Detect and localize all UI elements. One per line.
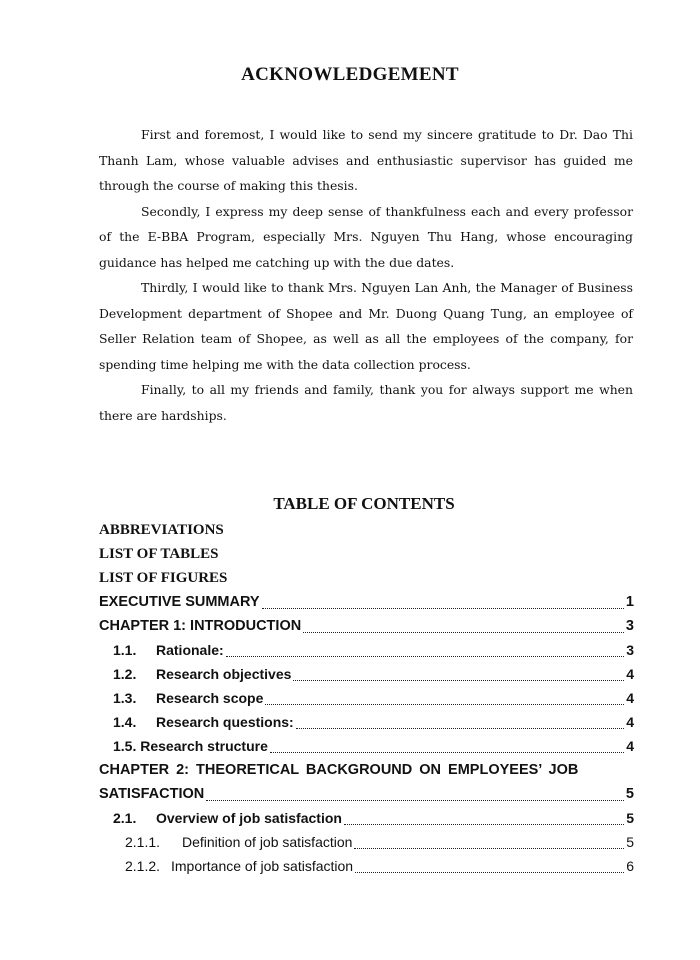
toc-page-number: 4 — [626, 714, 634, 730]
toc-entry-abbreviations[interactable] — [99, 518, 634, 542]
dot-leader — [354, 848, 624, 849]
toc-label: Research scope — [156, 690, 264, 706]
dot-leader — [303, 632, 624, 633]
toc-label: Importance of job satisfaction — [171, 858, 354, 874]
table-of-contents — [99, 518, 634, 878]
toc-page-number: 4 — [626, 690, 634, 706]
dot-leader — [296, 728, 624, 729]
toc-number: 2.1.2. — [125, 858, 161, 874]
ack-paragraph: Finally, to all my friends and family, thank you for always support me when there are hardships. — [99, 382, 633, 423]
toc-label: LIST OF TABLES — [99, 546, 219, 562]
toc-label: 1.5. Research structure — [113, 738, 268, 754]
toc-entry-1-1[interactable] — [99, 638, 634, 662]
toc-entry-1-5[interactable] — [99, 734, 634, 758]
toc-entry-1-2[interactable] — [99, 662, 634, 686]
toc-entry-list-of-figures[interactable] — [99, 566, 634, 590]
toc-title: TABLE OF CONTENTS — [273, 494, 455, 513]
dot-leader — [293, 680, 624, 681]
toc-page-number: 3 — [626, 642, 634, 658]
toc-number: 2.1.1. — [125, 834, 161, 850]
toc-number: 1.2. — [113, 666, 137, 682]
toc-entry-1-4[interactable] — [99, 710, 634, 734]
toc-page-number: 5 — [626, 834, 634, 850]
toc-label: SATISFACTION — [99, 786, 205, 802]
dot-leader — [226, 656, 625, 657]
toc-page-number: 5 — [625, 786, 634, 802]
toc-page-number: 4 — [626, 738, 634, 754]
toc-page-number: 5 — [626, 810, 634, 826]
dot-leader — [355, 872, 624, 873]
toc-page-number: 3 — [625, 618, 634, 634]
toc-entry-chapter-2-line1[interactable] — [99, 758, 634, 782]
toc-entry-2-1-2[interactable] — [99, 854, 634, 878]
toc-label: EXECUTIVE SUMMARY — [99, 594, 260, 610]
toc-label: Research objectives — [156, 666, 292, 682]
toc-label: Research questions: — [156, 714, 294, 730]
dot-leader — [206, 800, 624, 801]
toc-entry-chapter-1[interactable] — [99, 614, 634, 638]
toc-entry-list-of-tables[interactable] — [99, 542, 634, 566]
toc-entry-2-1[interactable] — [99, 806, 634, 830]
toc-number: 1.3. — [113, 690, 137, 706]
toc-entry-executive-summary[interactable] — [99, 590, 634, 614]
toc-page-number: 6 — [626, 858, 634, 874]
toc-label: CHAPTER 1: INTRODUCTION — [99, 618, 302, 634]
dot-leader — [270, 752, 624, 753]
toc-label: Definition of job satisfaction — [182, 834, 353, 850]
acknowledgement-title: ACKNOWLEDGEMENT — [241, 64, 459, 85]
toc-entry-1-3[interactable] — [99, 686, 634, 710]
dot-leader — [344, 824, 624, 825]
acknowledgement-body — [99, 122, 633, 428]
ack-paragraph: Secondly, I express my deep sense of thankfulness each and every professor of the E-BBA Program, especially Mrs. Nguyen Thu Hang, whose encouraging guidance has helped me catching up with the due dates. — [99, 203, 633, 270]
toc-number: 2.1. — [113, 810, 137, 826]
dot-leader — [265, 704, 624, 705]
toc-label: Rationale: — [156, 642, 224, 658]
toc-number: 1.1. — [113, 642, 137, 658]
toc-label: ABBREVIATIONS — [99, 522, 224, 538]
toc-page-number: 4 — [626, 666, 634, 682]
toc-entry-2-1-1[interactable] — [99, 830, 634, 854]
toc-label: Overview of job satisfaction — [156, 810, 342, 826]
toc-label: CHAPTER 2: THEORETICAL BACKGROUND ON EMPLOYEES’ JOB — [99, 762, 579, 778]
toc-number: 1.4. — [113, 714, 137, 730]
dot-leader — [262, 608, 624, 609]
ack-paragraph: First and foremost, I would like to send my sincere gratitude to Dr. Dao Thi Thanh Lam, whose valuable advises and enthusiastic supervisor has guided me through the course of making this thesis. — [99, 127, 633, 193]
toc-entry-chapter-2[interactable] — [99, 782, 634, 806]
toc-page-number: 1 — [625, 594, 634, 610]
ack-paragraph: Thirdly, I would like to thank Mrs. Nguyen Lan Anh, the Manager of Business Development department of Shopee and Mr. Duong Quang Tung, an employee of Seller Relation team of Shopee, as well as all the employees of the company, for spending time helping me with the data collection process. — [99, 280, 633, 372]
toc-label: LIST OF FIGURES — [99, 570, 228, 586]
